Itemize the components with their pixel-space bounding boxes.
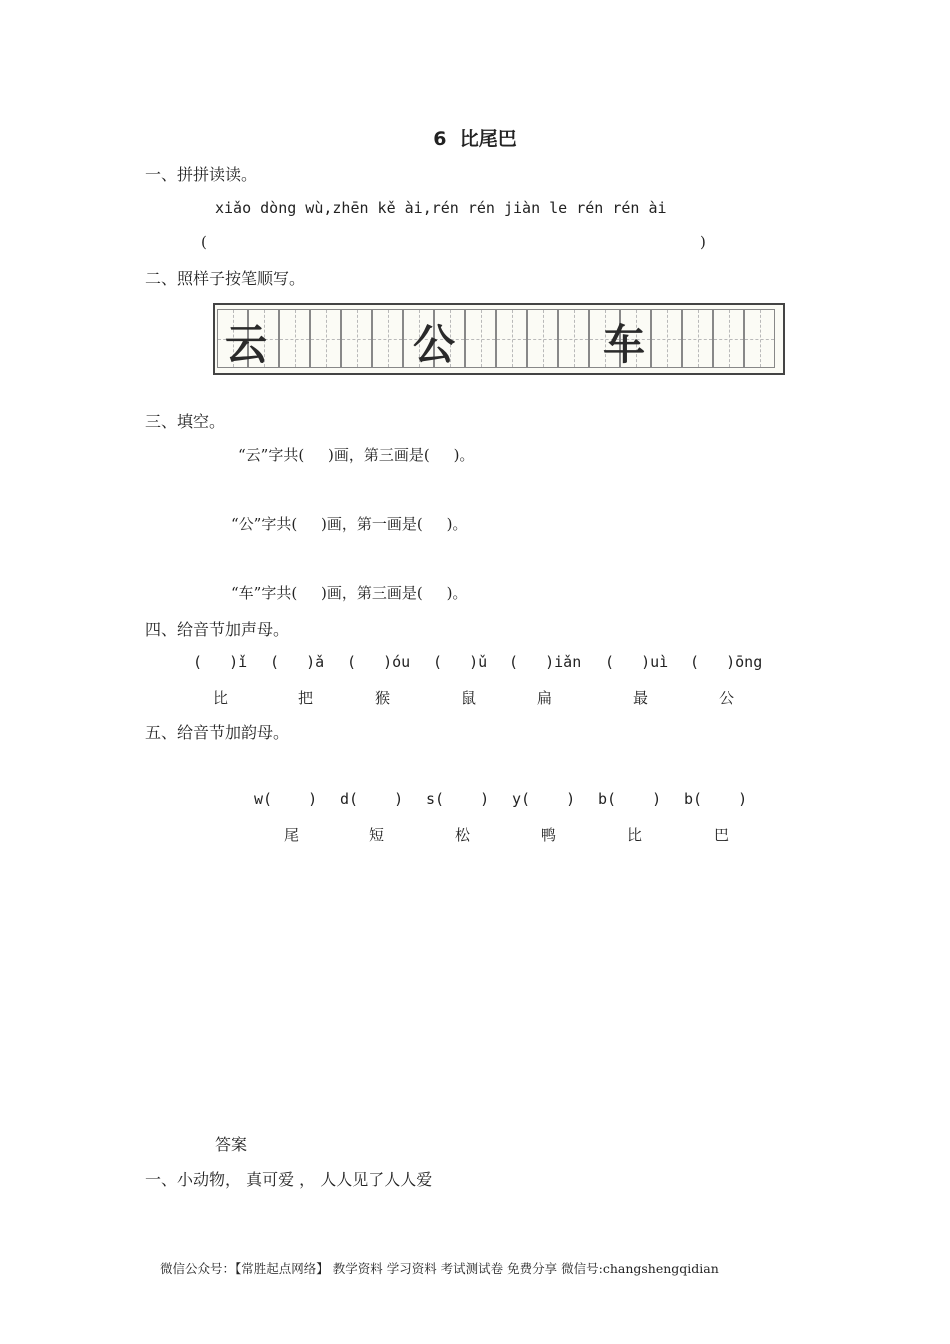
- char-duan: 短: [369, 826, 385, 844]
- grid-cell: [496, 309, 527, 368]
- initial-item-3: ( )óu: [347, 653, 411, 671]
- initial-item-6: ( )uì: [605, 653, 669, 671]
- footer-text: 微信公众号：【常胜起点网络】 教学资料 学习资料 考试测试卷 免费分享 微信号:changshengqidian: [160, 1261, 719, 1276]
- section-2-heading: 二、照样子按笔顺写。: [145, 269, 306, 288]
- char-ba: 把: [298, 689, 314, 707]
- char-bi: 比: [213, 689, 229, 707]
- section-3-heading: 三、填空。: [145, 412, 226, 431]
- char-bi-2: 比: [627, 826, 643, 844]
- final-item-2: d( ): [340, 790, 404, 808]
- model-char-yun: 云: [225, 320, 268, 369]
- pinyin-line: xiǎo dòng wù,zhēn kě ài,rén rén jiàn le rén rén ài: [215, 199, 667, 217]
- grid-cell: [744, 309, 775, 368]
- model-char-gong: 公: [413, 320, 456, 369]
- char-ya: 鸭: [541, 826, 557, 844]
- fill-line-yun: “云”字共( )画，第三画是( )。: [238, 446, 475, 464]
- char-bian: 扁: [537, 689, 553, 707]
- page-title: 6 比尾巴: [433, 128, 517, 150]
- grid-cell: [465, 309, 496, 368]
- char-wei: 尾: [284, 826, 300, 844]
- model-char-che: 车: [603, 320, 646, 369]
- grid-cell: [682, 309, 713, 368]
- char-gong: 公: [719, 689, 735, 707]
- initial-item-7: ( )ōng: [690, 653, 763, 671]
- initial-item-4: ( )ǔ: [433, 653, 488, 671]
- fill-line-gong: “公”字共( )画，第一画是( )。: [231, 515, 468, 533]
- answer-paren-close: ): [700, 233, 706, 251]
- answer-line-1: 一、小动物， 真可爱 ， 人人见了人人爱: [145, 1170, 433, 1189]
- answer-label: 答案: [215, 1135, 248, 1154]
- grid-cell: [372, 309, 403, 368]
- grid-cell: [279, 309, 310, 368]
- final-item-4: y( ): [512, 790, 576, 808]
- section-1-heading: 一、拼拼读读。: [145, 165, 258, 184]
- initial-item-5: ( )iǎn: [509, 653, 582, 671]
- grid-cell: [310, 309, 341, 368]
- initial-item-2: ( )ǎ: [270, 653, 325, 671]
- answer-paren-open: (: [201, 233, 207, 251]
- grid-cell: [651, 309, 682, 368]
- final-item-1: w( ): [254, 790, 318, 808]
- initial-item-1: ( )ǐ: [193, 653, 248, 671]
- final-item-6: b( ): [684, 790, 748, 808]
- grid-cell: [527, 309, 558, 368]
- final-item-3: s( ): [426, 790, 490, 808]
- char-song: 松: [455, 826, 471, 844]
- char-zui: 最: [633, 689, 649, 707]
- char-ba-2: 巴: [714, 826, 730, 844]
- fill-line-che: “车”字共( )画，第三画是( )。: [231, 584, 468, 602]
- char-hou: 猴: [375, 689, 391, 707]
- char-shu: 鼠: [461, 689, 477, 707]
- grid-cell: [341, 309, 372, 368]
- final-item-5: b( ): [598, 790, 662, 808]
- grid-cell: [558, 309, 589, 368]
- section-5-heading: 五、给音节加韵母。: [145, 723, 290, 742]
- stroke-practice-grid: [213, 303, 785, 375]
- section-4-heading: 四、给音节加声母。: [145, 620, 290, 639]
- grid-cell: [713, 309, 744, 368]
